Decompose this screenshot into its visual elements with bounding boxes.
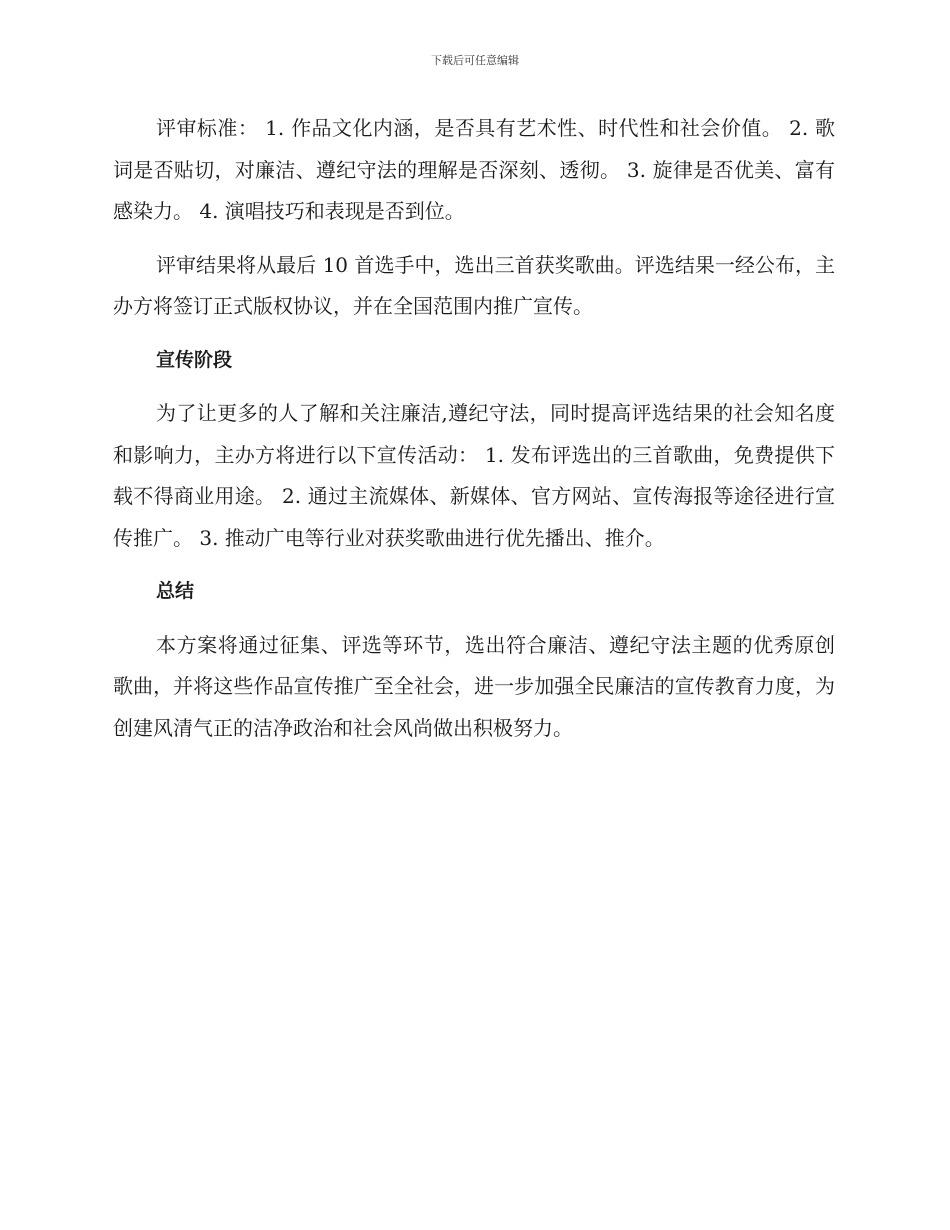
result-paragraph: 评审结果将从最后 10 首选手中，选出三首获奖歌曲。评选结果一经公布，主办方将签订正式版权协议，并在全国范围内推广宣传。 xyxy=(113,252,835,318)
spacer xyxy=(113,559,835,571)
promo-paragraph: 为了让更多的人了解和关注廉洁,遵纪守法，同时提高评选结果的社会知名度和影响力，主办方将进行以下宣传活动： 1. 发布评选出的三首歌曲，免费提供下载不得商业用途。 2. 通过主流媒体、新媒体、官方网站、宣传海报等途径进行宣传推广。 3. 推动广电等行业对获奖歌曲进行优先播出、推介。 xyxy=(113,401,835,550)
page-header-note: 下载后可任意编辑 xyxy=(431,54,519,67)
summary-paragraph: 本方案将通过征集、评选等环节，选出符合廉洁、遵纪守法主题的优秀原创歌曲，并将这些作品宣传推广至全社会，进一步加强全民廉洁的宣传教育力度，为创建风清气正的洁净政治和社会风尚做出积极努力。 xyxy=(113,632,835,740)
spacer xyxy=(113,233,835,245)
document-body xyxy=(113,108,835,749)
criteria-paragraph: 评审标准： 1. 作品文化内涵，是否具有艺术性、时代性和社会价值。 2. 歌词是否贴切，对廉洁、遵纪守法的理解是否深刻、透彻。 3. 旋律是否优美、富有感染力。 4. 演唱技巧和表现是否到位。 xyxy=(113,116,835,223)
spacer xyxy=(113,328,835,340)
spacer xyxy=(113,613,835,625)
promo-heading: 宣传阶段 xyxy=(156,348,233,371)
spacer xyxy=(113,381,835,393)
summary-heading: 总结 xyxy=(156,580,195,602)
